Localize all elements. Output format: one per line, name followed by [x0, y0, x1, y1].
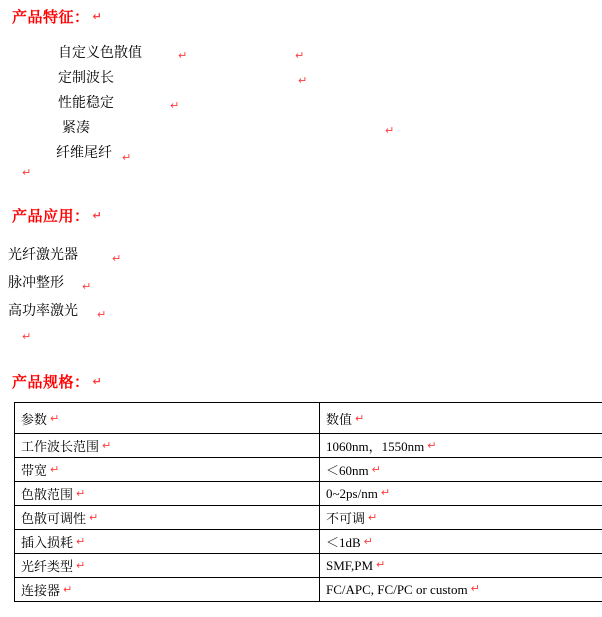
feature-label: 定制波长 — [58, 69, 114, 85]
cell-text: 插入损耗 — [21, 535, 74, 550]
pilcrow-mark: ↵ — [22, 167, 32, 179]
features-heading-text: 产品特征： — [12, 9, 90, 26]
table-cell-value — [320, 434, 602, 458]
application-label: 光纤激光器 — [8, 246, 78, 262]
table-cell-param — [15, 506, 320, 530]
list-item — [0, 40, 602, 65]
pilcrow-mark: ↵ — [122, 152, 132, 164]
pilcrow-mark: ↵ — [380, 486, 391, 499]
column-header-text: 数值 — [326, 411, 353, 427]
features-list — [0, 40, 602, 179]
cell-text: ＜1dB — [326, 535, 361, 550]
table-cell-param — [15, 482, 320, 506]
features-ul — [0, 40, 602, 165]
table-cell-param — [15, 458, 320, 482]
pilcrow-mark: ↵ — [92, 11, 103, 23]
table-row — [15, 554, 602, 578]
list-item — [0, 296, 602, 324]
column-header — [15, 403, 320, 434]
cell-text: 0~2ps/nm — [326, 485, 378, 501]
table-row — [15, 434, 602, 458]
cell-text: ＜60nm — [326, 463, 369, 478]
column-header — [320, 403, 602, 434]
pilcrow-mark: ↵ — [470, 582, 480, 595]
applications-heading — [12, 205, 102, 226]
table-row — [15, 482, 602, 506]
table-cell-param — [15, 434, 320, 458]
cell-text: 色散可调性 — [21, 511, 87, 526]
pilcrow-mark: ↵ — [50, 412, 60, 425]
pilcrow-mark: ↵ — [295, 50, 305, 62]
pilcrow-mark: ↵ — [92, 210, 103, 222]
specs-heading — [12, 371, 102, 392]
pilcrow-mark: ↵ — [385, 125, 395, 137]
pilcrow-mark: ↵ — [82, 281, 92, 293]
table-row — [15, 458, 602, 482]
specs-heading-text: 产品规格： — [12, 374, 90, 391]
table-cell-value — [320, 530, 602, 554]
cell-text: 1060nm，1550nm — [326, 439, 425, 454]
cell-text: 带宽 — [21, 463, 48, 478]
feature-label: 紧凑 — [62, 119, 90, 135]
application-label: 脉冲整形 — [8, 274, 64, 290]
table-cell-value — [320, 482, 602, 506]
pilcrow-mark: ↵ — [76, 536, 86, 548]
pilcrow-mark: ↵ — [112, 253, 122, 265]
table-cell-value — [320, 458, 602, 482]
table-row — [15, 506, 602, 530]
table-header-row — [15, 403, 602, 434]
pilcrow-mark: ↵ — [92, 376, 103, 388]
pilcrow-mark: ↵ — [22, 331, 32, 343]
table-cell-param — [15, 578, 320, 602]
feature-label: 性能稳定 — [58, 94, 114, 110]
features-heading — [12, 6, 102, 27]
cell-text: FC/APC, FC/PC or custom — [326, 581, 468, 597]
table-cell-param — [15, 554, 320, 578]
pilcrow-mark: ↵ — [368, 512, 378, 524]
list-item — [0, 140, 602, 165]
cell-text: 连接器 — [21, 583, 61, 598]
pilcrow-mark: ↵ — [170, 100, 180, 112]
specs-table — [14, 402, 602, 602]
table-cell-value — [320, 578, 602, 602]
table-row — [15, 578, 602, 602]
cell-text: 光纤类型 — [21, 559, 74, 574]
list-item — [0, 240, 602, 268]
application-label: 高功率激光 — [8, 302, 78, 318]
table-row — [15, 530, 602, 554]
cell-text: SMF,PM — [326, 557, 374, 573]
feature-label: 纤维尾纤 — [56, 144, 112, 160]
feature-label: 自定义色散值 — [58, 44, 142, 60]
pilcrow-mark: ↵ — [63, 584, 73, 596]
cell-text: 色散范围 — [21, 487, 74, 502]
list-item — [0, 65, 602, 90]
pilcrow-mark: ↵ — [178, 50, 188, 62]
applications-list — [0, 240, 602, 343]
pilcrow-mark: ↵ — [298, 75, 308, 87]
pilcrow-mark: ↵ — [427, 440, 437, 452]
pilcrow-mark: ↵ — [50, 464, 60, 476]
table-cell-value — [320, 554, 602, 578]
applications-heading-text: 产品应用： — [12, 208, 90, 225]
pilcrow-mark: ↵ — [376, 558, 386, 571]
list-item — [0, 115, 602, 140]
list-item — [0, 90, 602, 115]
table-cell-param — [15, 530, 320, 554]
pilcrow-mark: ↵ — [371, 464, 381, 476]
column-header-text: 参数 — [21, 411, 48, 427]
list-item — [0, 268, 602, 296]
pilcrow-mark: ↵ — [97, 309, 107, 321]
table-cell-value — [320, 506, 602, 530]
cell-text: 不可调 — [326, 511, 366, 526]
specs-table-wrapper — [14, 402, 602, 602]
pilcrow-mark: ↵ — [76, 488, 86, 500]
pilcrow-mark: ↵ — [89, 512, 99, 524]
pilcrow-mark: ↵ — [76, 560, 86, 572]
pilcrow-mark: ↵ — [363, 536, 373, 548]
cell-text: 工作波长范围 — [21, 439, 100, 454]
pilcrow-mark: ↵ — [102, 440, 112, 452]
pilcrow-mark: ↵ — [355, 412, 365, 425]
